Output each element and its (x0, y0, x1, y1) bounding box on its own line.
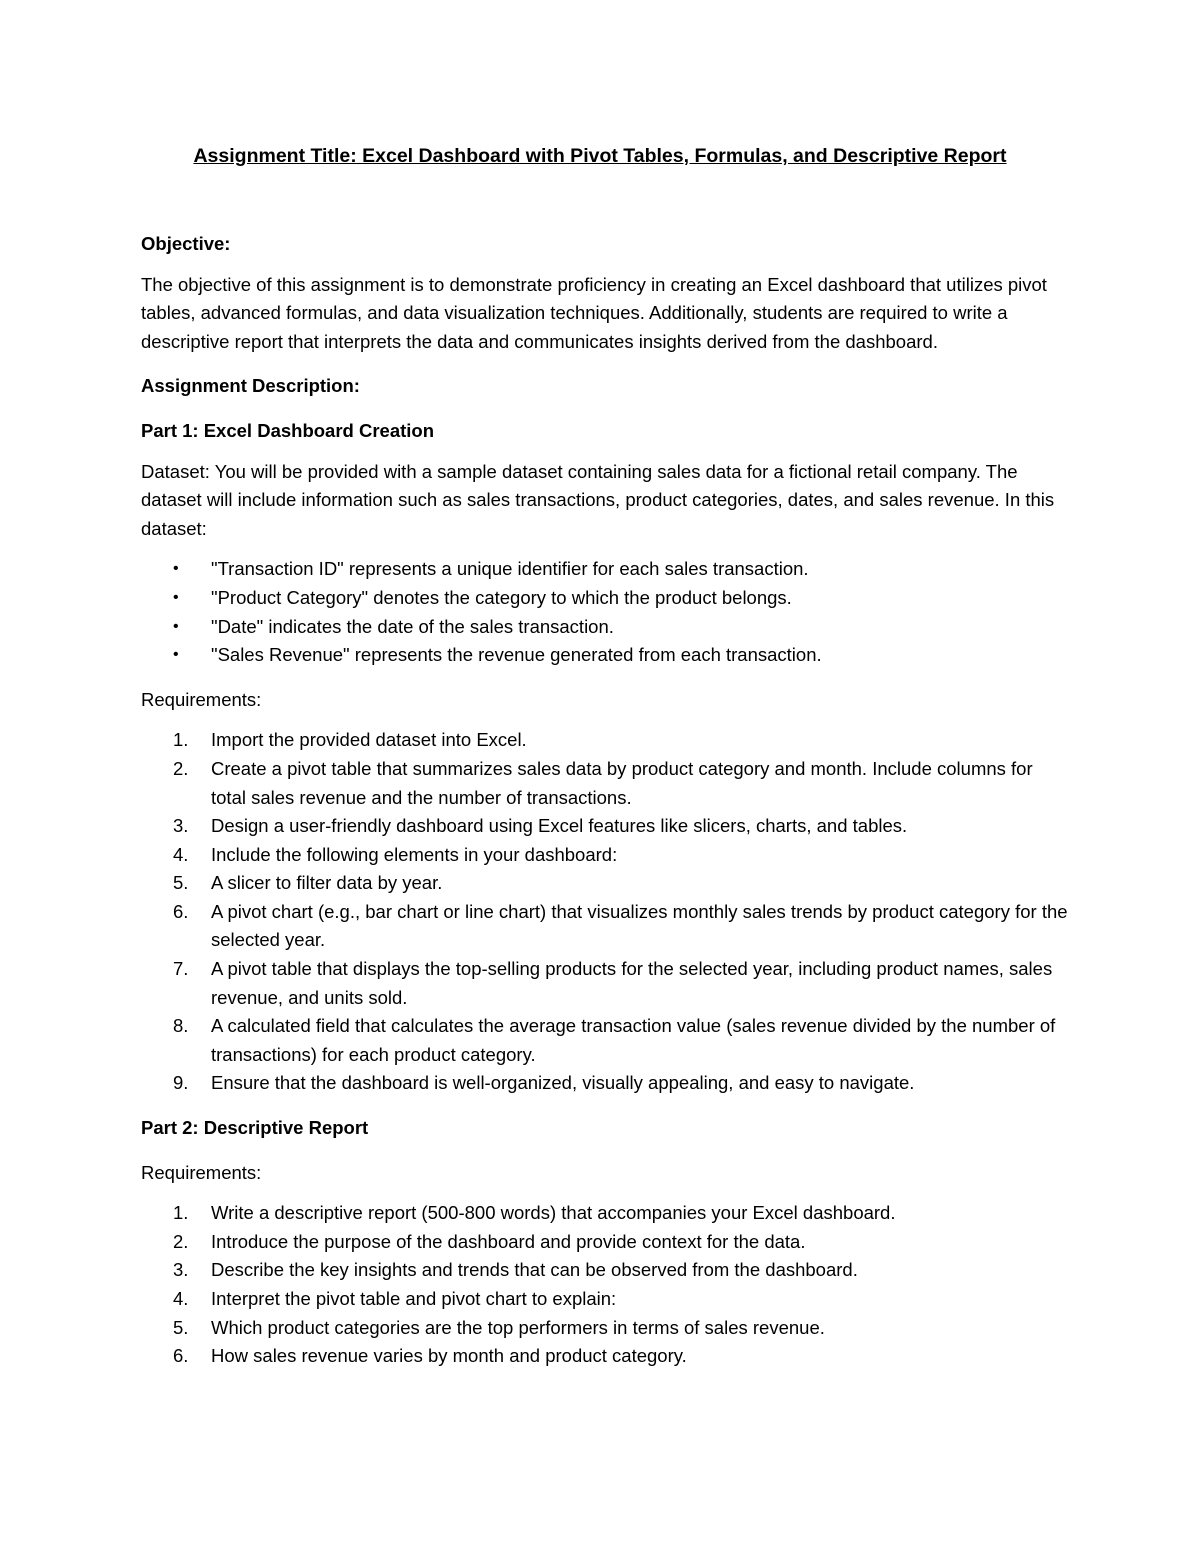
list-item (141, 1256, 1071, 1285)
list-item (141, 1012, 1071, 1069)
bullet-icon: • (173, 646, 179, 664)
list-item (141, 841, 1071, 870)
list-text: Write a descriptive report (500-800 words) that accompanies your Excel dashboard. (211, 1202, 896, 1224)
list-text: Create a pivot table that summarizes sales data by product category and month. Include columns for total sales revenue and the number of transactions. (211, 757, 1033, 808)
list-number: 8. (173, 1015, 189, 1037)
list-text: Which product categories are the top performers in terms of sales revenue. (211, 1316, 825, 1338)
dataset-bullet-list (141, 555, 1071, 669)
list-item (141, 1285, 1071, 1314)
list-item (141, 755, 1071, 812)
list-text: Describe the key insights and trends that can be observed from the dashboard. (211, 1259, 858, 1281)
objective-heading: Objective: (141, 233, 231, 254)
list-item (141, 1199, 1071, 1228)
list-number: 1. (173, 1202, 189, 1224)
document-body (141, 230, 1071, 1371)
part2-heading: Part 2: Descriptive Report (141, 1117, 369, 1139)
bullet-icon: • (173, 617, 179, 635)
list-item (141, 641, 1071, 670)
assignment-description-heading: Assignment Description: (141, 375, 360, 397)
list-text: A pivot chart (e.g., bar chart or line chart) that visualizes monthly sales trends by product category for the selected year. (211, 900, 1068, 951)
list-number: 1. (173, 729, 189, 751)
list-text: A slicer to filter data by year. (211, 872, 443, 894)
list-number: 6. (173, 1345, 189, 1367)
list-number: 2. (173, 757, 189, 779)
list-text: Import the provided dataset into Excel. (211, 729, 527, 751)
part1-requirements-label: Requirements: (141, 688, 262, 710)
list-number: 2. (173, 1230, 189, 1252)
list-item (141, 555, 1071, 584)
list-text: A calculated field that calculates the average transaction value (sales revenue divided by the number of transactions) for each product category. (211, 1015, 1056, 1065)
list-number: 5. (173, 872, 189, 894)
list-number: 9. (173, 1072, 189, 1094)
list-item (141, 1228, 1071, 1257)
bullet-text: "Date" indicates the date of the sales transaction. (211, 615, 614, 637)
list-number: 6. (173, 900, 189, 922)
list-number: 7. (173, 958, 189, 980)
list-item (141, 613, 1071, 642)
list-text: Interpret the pivot table and pivot chart to explain: (211, 1288, 617, 1309)
list-item (141, 898, 1071, 955)
dataset-paragraph: Dataset: You will be provided with a sample dataset containing sales data for a fictional retail company. The dataset will include information such as sales transactions, product categories, dates, and sales revenue. In this dataset: (141, 460, 1055, 539)
list-text: Introduce the purpose of the dashboard and provide context for the data. (211, 1230, 806, 1252)
list-text: Include the following elements in your dashboard: (211, 843, 618, 865)
list-item (141, 1069, 1071, 1098)
list-text: Ensure that the dashboard is well-organized, visually appealing, and easy to navigate. (211, 1072, 915, 1094)
objective-paragraph: The objective of this assignment is to demonstrate proficiency in creating an Excel dashboard that utilizes pivot tables, advanced formulas, and data visualization techniques. Additionally, students are required to write a descriptive report that interprets the data and communicates insights derived from the dashboard. (141, 273, 1047, 352)
list-number: 3. (173, 815, 189, 837)
bullet-text: "Sales Revenue" represents the revenue generated from each transaction. (211, 644, 822, 666)
document-title: Assignment Title: Excel Dashboard with Pivot Tables, Formulas, and Descriptive Report (193, 145, 1007, 167)
part1-heading: Part 1: Excel Dashboard Creation (141, 419, 435, 441)
bullet-icon: • (173, 560, 179, 578)
list-number: 4. (173, 843, 189, 865)
list-text: A pivot table that displays the top-selling products for the selected year, including product names, sales revenue, and units sold. (211, 958, 1053, 1008)
list-number: 5. (173, 1316, 189, 1338)
list-item (141, 812, 1071, 841)
list-item (141, 584, 1071, 613)
bullet-text: "Product Category" denotes the category to which the product belongs. (211, 586, 792, 608)
list-item (141, 726, 1071, 755)
list-item (141, 869, 1071, 898)
list-text: How sales revenue varies by month and product category. (211, 1345, 687, 1367)
list-item (141, 1342, 1071, 1371)
list-item (141, 1314, 1071, 1343)
part2-requirements-label: Requirements: (141, 1161, 262, 1183)
bullet-icon: • (173, 588, 179, 606)
bullet-text: "Transaction ID" represents a unique identifier for each sales transaction. (211, 558, 809, 580)
list-text: Design a user-friendly dashboard using Excel features like slicers, charts, and tables. (211, 815, 908, 837)
list-item (141, 955, 1071, 1012)
part1-requirements-list (141, 726, 1071, 1098)
list-number: 4. (173, 1288, 189, 1309)
list-number: 3. (173, 1259, 189, 1281)
part2-requirements-list (141, 1199, 1071, 1371)
